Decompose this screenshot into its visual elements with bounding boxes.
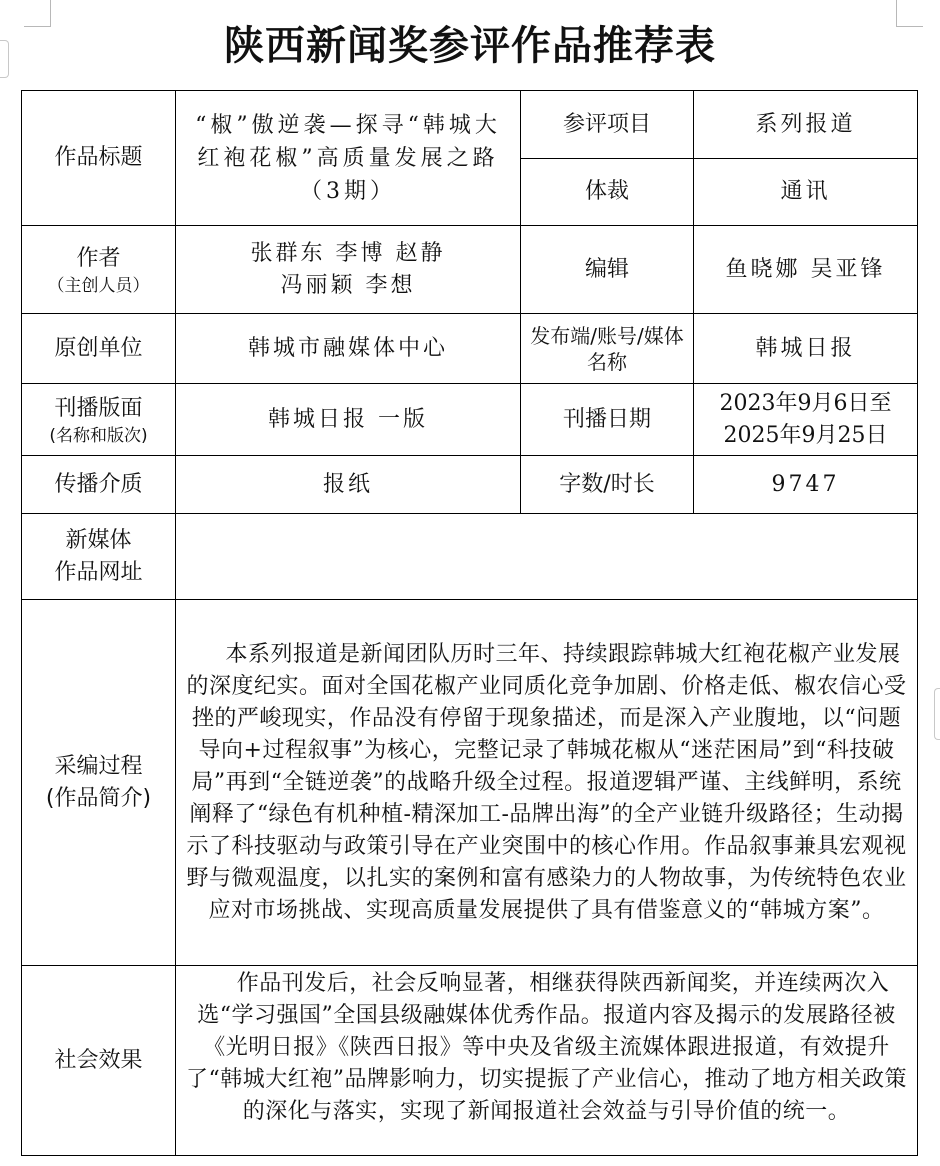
editor-label: 编辑 [521,226,694,314]
row-medium [22,456,918,514]
layout-label-cell [22,384,176,456]
side-scroll-handle[interactable] [934,688,940,740]
medium-value[interactable]: 报纸 [176,456,521,514]
process-text[interactable]: 本系列报道是新闻团队历时三年、持续跟踪韩城大红袍花椒产业发展的深度纪实。面对全国花椒产业同质化竞争加剧、价格走低、椒农信心受挫的严峻现实，作品没有停留于现象描述，而是深入产业腹地，以“问题导向+过程叙事”为核心，完整记录了韩城花椒从“迷茫困局”到“科技破局”再到“全链逆袭”的战略升级全过程。报道逻辑严谨、主线鲜明，系统阐释了“绿色有机种植-精深加工-品牌出海”的全产业链升级路径；生动揭示了科技驱动与政策引导在产业突围中的核心作用。作品叙事兼具宏观视野与微观温度，以扎实的案例和富有感染力的人物故事，为传统特色农业应对市场挑战、实现高质量发展提供了具有借鉴意义的“韩城方案”。 [176,600,918,966]
layout-label: 刊播版面 [54,395,143,421]
word-count-label: 字数/时长 [521,456,694,514]
date-label: 刊播日期 [521,384,694,456]
work-title-label: 作品标题 [22,91,176,226]
author-sublabel: （主创人员） [47,275,150,296]
url-value[interactable] [176,514,918,600]
unit-label: 原创单位 [22,314,176,384]
entry-item-label: 参评项目 [521,91,694,159]
medium-label: 传播介质 [22,456,176,514]
effect-label: 社会效果 [22,966,176,1156]
row-url [22,514,918,600]
editor-value[interactable]: 鱼晓娜 吴亚锋 [694,226,918,314]
work-title-value[interactable]: “椒”傲逆袭—探寻“韩城大红袍花椒”高质量发展之路（3期） [176,91,521,226]
row-effect [22,966,918,1156]
process-label: 采编过程 [54,753,143,779]
author-label: 作者 [76,245,121,271]
unit-value[interactable]: 韩城市融媒体中心 [176,314,521,384]
effect-text[interactable]: 作品刊发后，社会反响显著，相继获得陕西新闻奖，并连续两次入选“学习强国”全国县级融媒体优秀作品。报道内容及揭示的发展路径被《光明日报》《陕西日报》等中央及省级主流媒体跟进报道，有效提升了“韩城大红袍”品牌影响力，切实提振了产业信心，推动了地方相关政策的深化与落实，实现了新闻报道社会效益与引导价值的统一。 [176,966,918,1156]
date-value[interactable]: 2023年9月6日至2025年9月25日 [694,384,918,456]
author-line-2: 冯丽颖 李想 [280,272,416,298]
word-count-value[interactable]: 9747 [694,456,918,514]
row-author [22,226,918,314]
author-line-1: 张群东 李博 赵静 [250,240,446,266]
process-label-cell [22,600,176,966]
genre-value[interactable]: 通讯 [694,159,918,226]
publisher-value[interactable]: 韩城日报 [694,314,918,384]
row-unit [22,314,918,384]
url-label-line-2: 作品网址 [54,559,143,585]
genre-label: 体裁 [521,159,694,226]
recommendation-form-table [21,90,918,1156]
publisher-label: 发布端/账号/媒体名称 [521,314,694,384]
row-layout [22,384,918,456]
author-value-cell[interactable] [176,226,521,314]
author-label-cell [22,226,176,314]
entry-item-value[interactable]: 系列报道 [694,91,918,159]
row-work-title [22,91,918,159]
row-process [22,600,918,966]
url-label-line-1: 新媒体 [65,527,132,553]
url-label-cell [22,514,176,600]
process-sublabel: (作品简介) [45,785,152,811]
layout-sublabel: (名称和版次) [49,425,148,446]
layout-value[interactable]: 韩城日报 一版 [176,384,521,456]
page-title: 陕西新闻奖参评作品推荐表 [224,23,716,69]
